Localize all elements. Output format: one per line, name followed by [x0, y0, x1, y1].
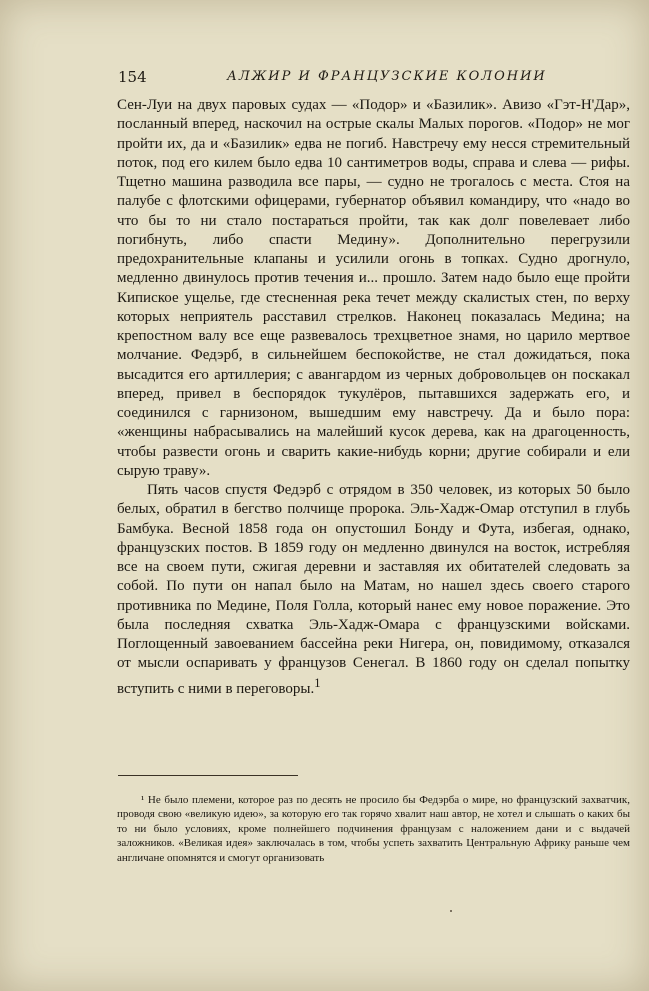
- footnote-divider: [118, 775, 298, 776]
- page-number: 154: [118, 68, 147, 86]
- running-title: АЛЖИР И ФРАНЦУЗСКИЕ КОЛОНИИ: [227, 69, 547, 84]
- main-text: [117, 96, 630, 699]
- paragraph-text: Пять часов спустя Федэрб с отрядом в 350 человек, из которых 50 было белых, обратил в бегство полчище пророка. Эль-Хадж-Омар отступил в глубь Бамбука. Весной 1858 года он опустошил Бонду и Фута, избегая, однако, французских постов. В 1859 году он медленно двинулся на восток, истребляя все на своем пути, сжигая деревни и заставляя их обитателей следовать за собой. По пути он напал было на Матам, но нашел здесь своего старого противника по Медине, Поля Голла, который нанес ему новое поражение. Это была последняя схватка Эль-Хадж-Омара с французскими войсками. Поглощенный завоеванием бассейна реки Нигера, он, повидимому, отказался от мысли оспаривать у французов Сенегал. В 1860 году он сделал попытку вступить с ними в переговоры.: [117, 482, 630, 697]
- running-head: [112, 68, 632, 86]
- paragraph: [117, 481, 630, 699]
- footnote-marker: 1: [314, 675, 321, 690]
- footnote: ¹ Не было племени, которое раз по десять не просило бы Федэрба о мире, но французский захватчик, проводя свою «великую идею», за которую его так горячо хвалит наш автор, не хотел и слышать о каких бы то ни было условиях, кроме полнейшего подчинения французам с наложением дани и с выдачей заложников. «Великая идея» заключалась в том, чтобы успеть захватить Центральную Африку раньше чем англичане опомнятся и смогут организовать: [117, 794, 630, 864]
- paragraph: Сен-Луи на двух паровых судах — «Подор» и «Базилик». Авизо «Гэт-Н'Дар», посланный вперед, наскочил на острые скалы Малых порогов. «Подор» не мог пройти их, да и «Базилик» едва не погиб. Навстречу ему несся стремительный поток, под его килем было едва 10 сантиметров воды, справа и слева — рифы. Тщетно машина разводила все пары, — судно не трогалось с места. Стоя на палубе с флотскими офицерами, губернатор объявил командиру, что «надо во что бы то ни стало постараться пройти, так как долг повелевает либо погибнуть, либо спасти Медину». Дополнительно перегрузили предохранительные клапаны и усилили огонь в топках. Судно дрогнуло, медленно двинулось против течения и... прошло. Затем надо было еще пройти Кипиское ущелье, где стесненная река течет между скалистых стен, по верху которых неприятель расставил стрелков. Наконец показалась Медина; на крепостном валу все еще развевалось трехцветное знамя, но царило мертвое молчание. Федэрб, в сильнейшем беспокойстве, не стал дожидаться, пока высадится его артиллерия; с авангардом из черных добровольцев он поскакал вперед, привел в беспорядок тукулёров, пытавшихся задержать его, и соединился с гарнизоном, вышедшим ему навстречу. Да и было пора: «женщины набрасывались на малейший кусок дерева, как на драгоценность, чтобы развести огонь и сварить какие-нибудь корни; другие собирали и ели сырую траву».: [117, 97, 630, 479]
- print-speck: [450, 910, 452, 912]
